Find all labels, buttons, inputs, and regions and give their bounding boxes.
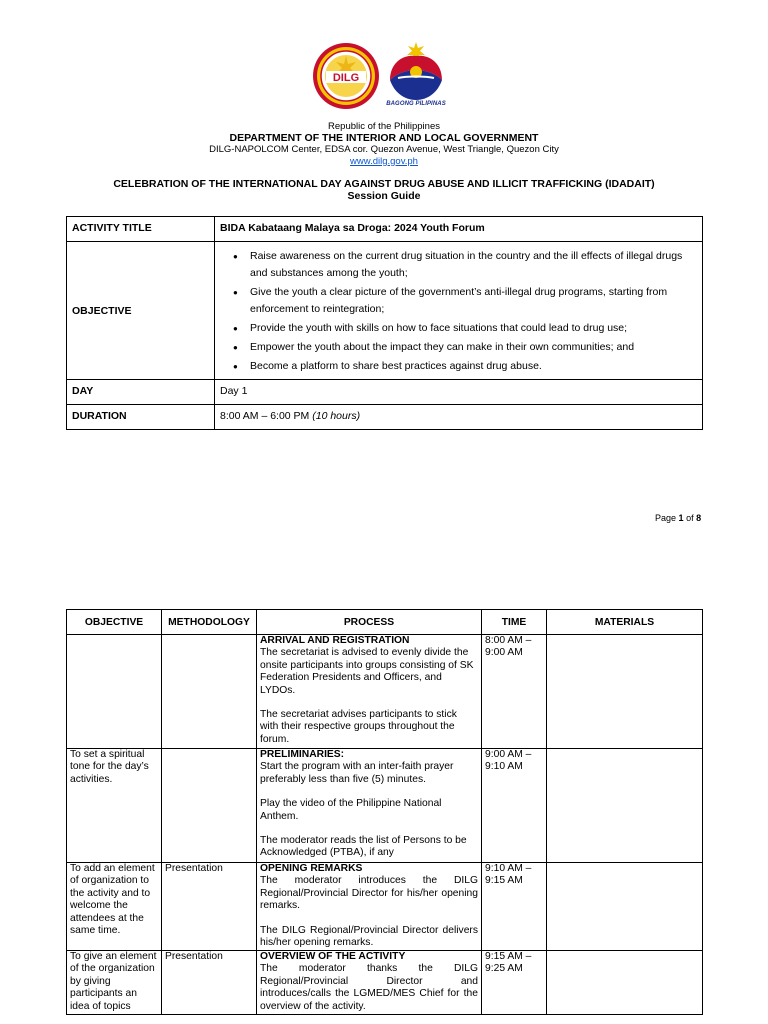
row-methodology (162, 635, 257, 749)
process-text: The moderator introduces the DILG Regional/Provincial Director for his/her opening remarks. (260, 875, 478, 912)
row-methodology: Presentation (162, 863, 257, 951)
col-header-objective: OBJECTIVE (67, 610, 162, 635)
session-schedule-table (66, 609, 703, 1015)
row-time: 9:15 AM – 9:25 AM (482, 951, 547, 1015)
process-text: Play the video of the Philippine National Anthem. (260, 798, 442, 822)
table-row (67, 749, 703, 863)
col-header-process: PROCESS (257, 610, 482, 635)
process-title: PRELIMINARIES: (260, 749, 345, 760)
objective-list (220, 248, 697, 375)
row-methodology: Presentation (162, 951, 257, 1015)
objective-item: ● Provide the youth with skills on how to face situations that could lead to drug use; (250, 320, 697, 337)
event-title: CELEBRATION OF THE INTERNATIONAL DAY AGAINST DRUG ABUSE AND ILLICIT TRAFFICKING (IDADAIT) (113, 178, 655, 190)
process-text: The secretariat advises participants to stick with their respective groups throughout the forum. (260, 709, 457, 745)
header-logos (0, 38, 768, 114)
process-text: The DILG Regional/Provincial Director delivers his/her opening remarks. (260, 924, 478, 949)
activity-info-table (66, 216, 703, 430)
event-title-block (0, 178, 768, 202)
row-time: 8:00 AM – 9:00 AM (482, 635, 547, 749)
department-name: DEPARTMENT OF THE INTERIOR AND LOCAL GOVERNMENT (229, 131, 539, 144)
day-row (67, 380, 703, 405)
row-process (257, 749, 482, 863)
row-time: 9:00 AM – 9:10 AM (482, 749, 547, 863)
table-row (67, 951, 703, 1015)
svg-text:DILG: DILG (332, 72, 360, 84)
row-materials (547, 951, 703, 1015)
objective-item: ● Give the youth a clear picture of the government’s anti-illegal drug programs, starting from enforcement to reintegration; (250, 284, 697, 318)
activity-title-row (67, 217, 703, 242)
row-objective (67, 635, 162, 749)
col-header-time: TIME (482, 610, 547, 635)
process-text: Start the program with an inter-faith prayer preferably less than five (5) minutes. (260, 761, 454, 785)
day-value: Day 1 (215, 380, 703, 405)
objective-item: ● Empower the youth about the impact they can make in their own communities; and (250, 339, 697, 356)
objective-list-cell (215, 242, 703, 380)
process-text: The moderator reads the list of Persons to be Acknowledged (PTBA), if any (260, 835, 467, 859)
row-materials (547, 635, 703, 749)
row-materials (547, 749, 703, 863)
table-row (67, 635, 703, 749)
objective-item: ● Raise awareness on the current drug situation in the country and the ill effects of illegal drugs and substances among the youth; (250, 248, 697, 282)
day-label: DAY (67, 380, 215, 405)
table-row (67, 863, 703, 951)
row-methodology (162, 749, 257, 863)
duration-time: 8:00 AM – 6:00 PM (220, 410, 310, 422)
address-line: DILG-NAPOLCOM Center, EDSA cor. Quezon Avenue, West Triangle, Quezon City (209, 144, 559, 155)
process-title: OPENING REMARKS (260, 863, 363, 874)
objective-label: OBJECTIVE (67, 242, 215, 380)
row-process (257, 863, 482, 951)
event-subtitle: Session Guide (347, 190, 421, 202)
col-header-materials: MATERIALS (547, 610, 703, 635)
row-objective: To set a spiritual tone for the day’s activities. (67, 749, 162, 863)
row-materials (547, 863, 703, 951)
process-text: The moderator thanks the DILG Regional/Provincial Director and introduces/calls the LGMED/MES Chief for the overview of the activity. (260, 963, 478, 1012)
activity-title-label: ACTIVITY TITLE (67, 217, 215, 242)
col-header-methodology: METHODOLOGY (162, 610, 257, 635)
objective-row (67, 242, 703, 380)
bagong-pilipinas-logo (384, 40, 448, 112)
activity-title-value: BIDA Kabataang Malaya sa Droga: 2024 Youth Forum (215, 217, 703, 242)
objective-item: ● Become a platform to share best practices against drug abuse. (250, 358, 697, 375)
duration-row (67, 405, 703, 430)
row-process (257, 951, 482, 1015)
bagong-pilipinas-text: BAGONG PILIPINAS (386, 101, 446, 107)
process-title: OVERVIEW OF THE ACTIVITY (260, 951, 406, 962)
website-link[interactable]: www.dilg.gov.ph (350, 155, 418, 167)
duration-value (215, 405, 703, 430)
process-title: ARRIVAL AND REGISTRATION (260, 635, 410, 646)
row-objective: To give an element of the organization by giving participants an idea of topics (67, 951, 162, 1015)
row-objective: To add an element of organization to the activity and to welcome the attendees at the same time. (67, 863, 162, 951)
row-time: 9:10 AM – 9:15 AM (482, 863, 547, 951)
letterhead (0, 121, 768, 167)
page-number: Page 1 of 8 (655, 513, 702, 523)
bagong-pilipinas-icon (384, 40, 448, 102)
schedule-header-row (67, 610, 703, 635)
duration-label: DURATION (67, 405, 215, 430)
dilg-seal-icon (312, 42, 380, 110)
process-text: The secretariat is advised to evenly divide the onsite participants into groups consisting of SK Federation Presidents and Officers, and LYDOs. (260, 647, 474, 696)
duration-hours: (10 hours) (312, 410, 361, 422)
republic-line: Republic of the Philippines (328, 121, 440, 132)
row-process (257, 635, 482, 749)
